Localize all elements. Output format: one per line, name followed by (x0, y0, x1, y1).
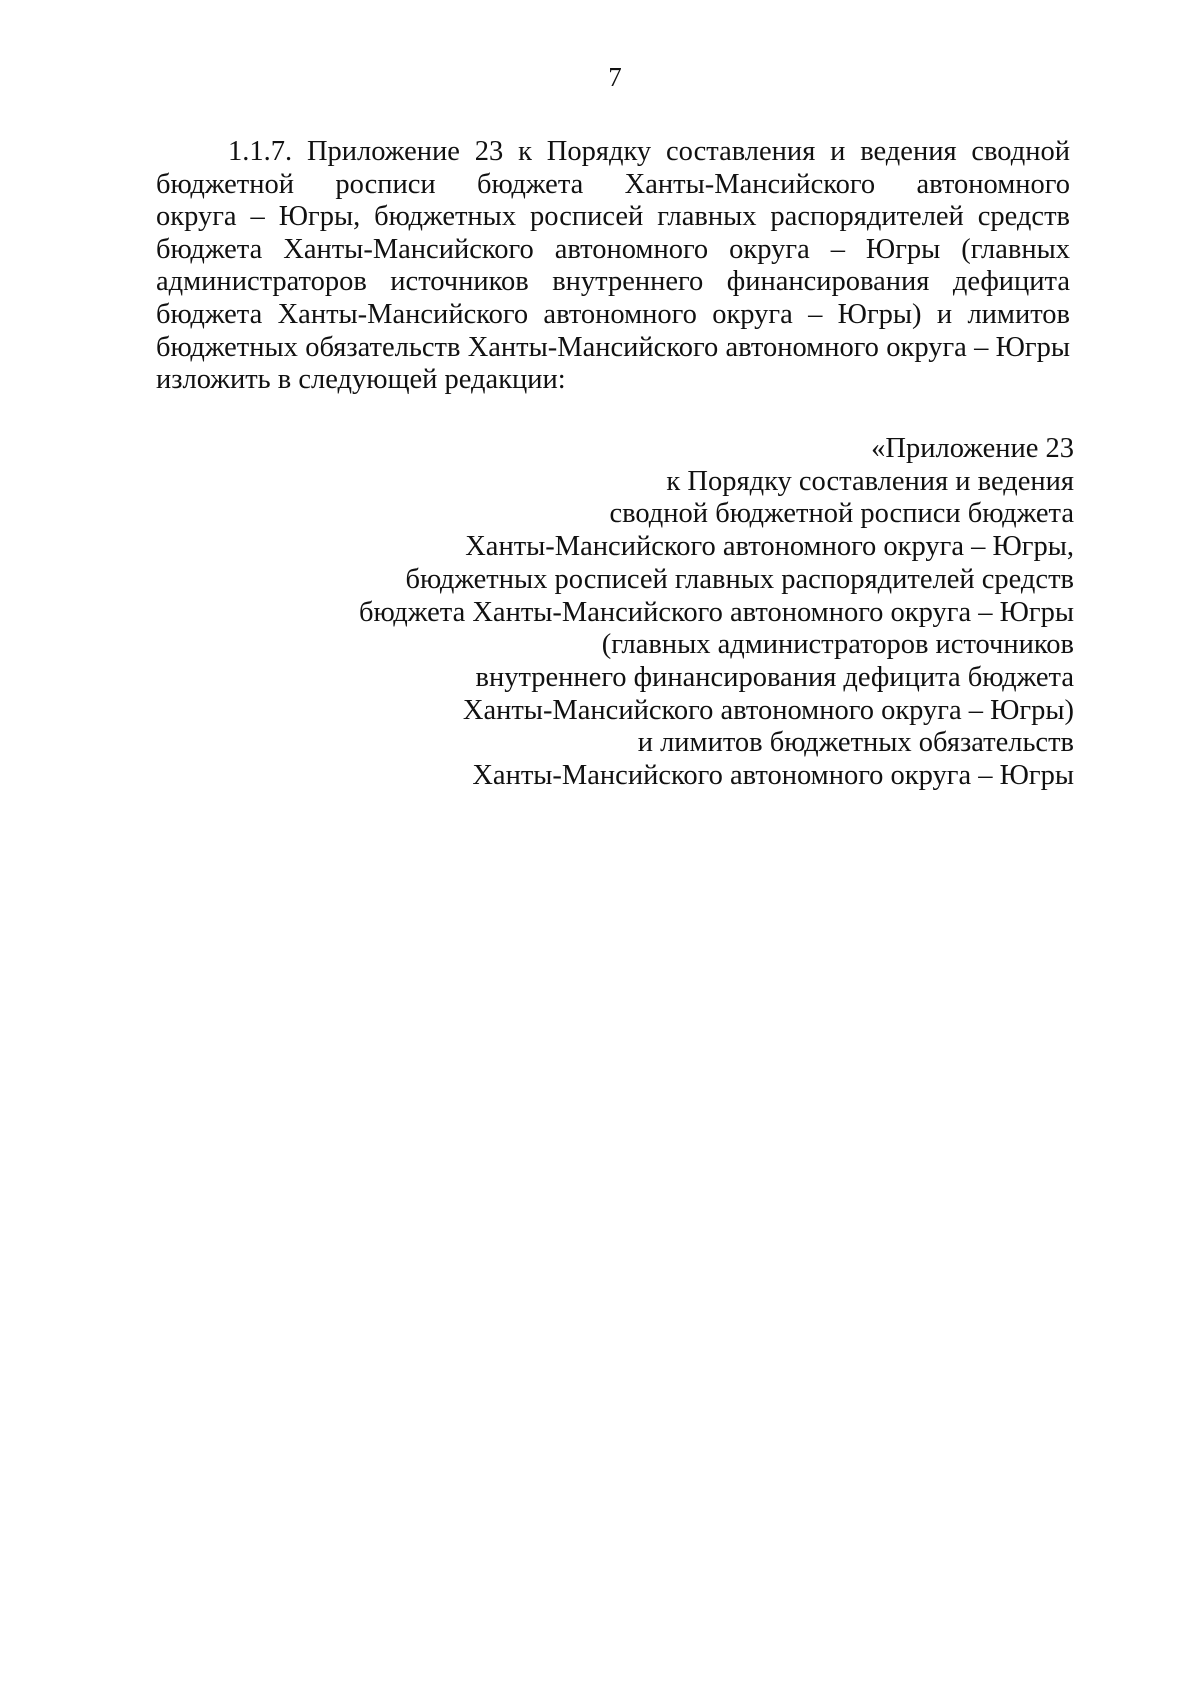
amendment-paragraph (156, 136, 1070, 397)
paragraph-line: изложить в следующей редакции: (156, 364, 566, 396)
paragraph-line: бюджетных обязательств Ханты-Мансийского автономного округа – Югры (156, 331, 1070, 363)
appendix-line: Ханты-Мансийского автономного округа – Югры) (462, 694, 1074, 726)
appendix-line: бюджета Ханты-Мансийского автономного округа – Югры (358, 596, 1074, 628)
paragraph-line: бюджетной росписи бюджета Ханты-Мансийского автономного (156, 168, 1070, 200)
paragraph-line: 1.1.7. Приложение 23 к Порядку составления и ведения сводной (228, 136, 1070, 167)
appendix-line: сводной бюджетной росписи бюджета (609, 498, 1074, 530)
appendix-header (174, 433, 1074, 793)
appendix-line: внутреннего финансирования дефицита бюджета (475, 661, 1074, 693)
paragraph-line: бюджета Ханты-Мансийского автономного округа – Югры (главных (156, 233, 1070, 265)
appendix-line: (главных администраторов источников (601, 629, 1074, 661)
appendix-line: Ханты-Мансийского автономного округа – Югры, (465, 531, 1074, 563)
appendix-line: Ханты-Мансийского автономного округа – Югры (472, 760, 1074, 792)
appendix-line: «Приложение 23 (871, 433, 1074, 464)
paragraph-line: округа – Югры, бюджетных росписей главных распорядителей средств (156, 201, 1070, 233)
appendix-line: бюджетных росписей главных распорядителей средств (405, 563, 1074, 595)
paragraph-line: бюджета Ханты-Мансийского автономного округа – Югры) и лимитов (156, 298, 1070, 330)
paragraph-line: администраторов источников внутреннего финансирования дефицита (156, 266, 1070, 298)
appendix-line: к Порядку составления и ведения (666, 465, 1074, 497)
appendix-line: и лимитов бюджетных обязательств (637, 727, 1074, 759)
page-number: 7 (608, 62, 622, 92)
